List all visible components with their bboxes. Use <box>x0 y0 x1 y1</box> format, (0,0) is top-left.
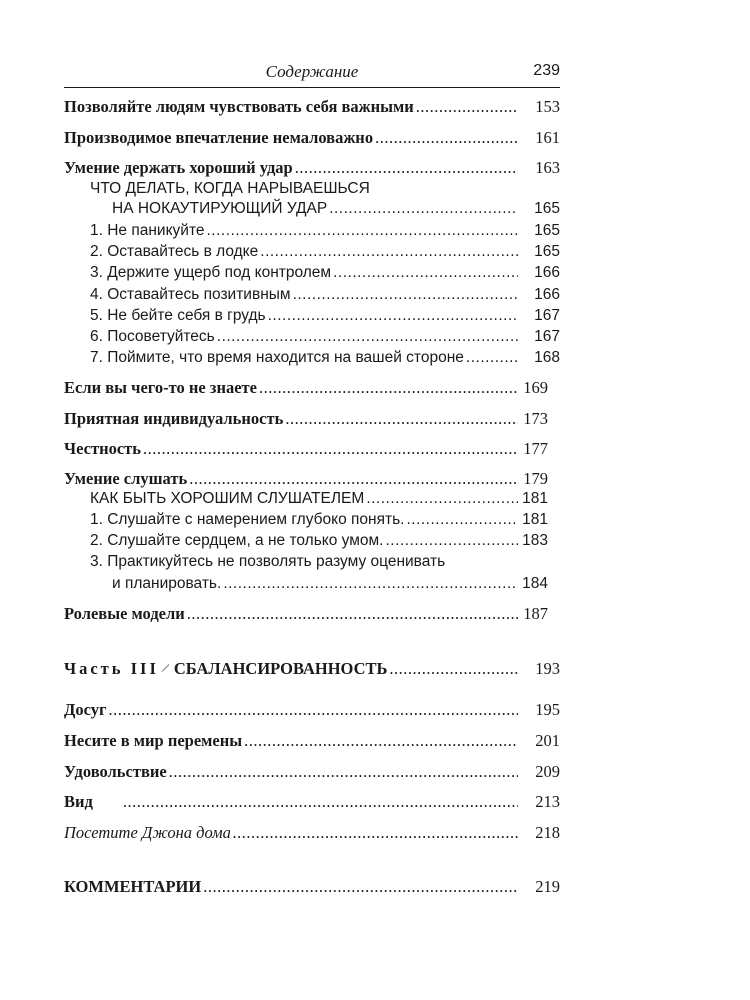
leader-dots <box>258 243 518 261</box>
leader-dots <box>283 409 518 429</box>
leader-dots <box>205 222 519 240</box>
toc-entry-label-line1: 3. Практикуйтесь не позволять разуму оценивать <box>90 553 446 570</box>
toc-entry-page: 168 <box>534 349 560 366</box>
toc-entry-page: 181 <box>522 511 548 528</box>
diamond-ornament-icon <box>162 664 170 672</box>
toc-entry-page: 181 <box>522 490 548 507</box>
leader-dots <box>221 575 518 593</box>
leader-dots <box>331 264 518 282</box>
toc-entry-page: 184 <box>522 575 548 592</box>
toc-entry-label: КАК БЫТЬ ХОРОШИМ СЛУШАТЕЛЕМ <box>90 490 365 507</box>
toc-entry[interactable] <box>64 792 518 816</box>
toc-entry[interactable] <box>64 823 518 847</box>
toc-entry[interactable] <box>90 349 518 373</box>
toc-entry-label: 2. Оставайтесь в лодке <box>90 243 259 260</box>
toc-entry-page: 218 <box>535 823 560 842</box>
leader-dots <box>387 659 518 679</box>
toc-entry-page: 161 <box>535 128 560 147</box>
toc-entry[interactable] <box>64 409 518 433</box>
toc-entry-label: 2. Слушайте сердцем, а не только умом. <box>90 532 384 549</box>
toc-entry-page: 213 <box>535 792 560 811</box>
leader-dots <box>187 469 518 489</box>
toc-entry-page: 165 <box>534 243 560 260</box>
toc-entry-label: Если вы чего-то не знаете <box>64 378 257 397</box>
leader-dots <box>266 307 518 325</box>
leader-dots <box>373 128 518 148</box>
toc-entry-page: 165 <box>534 200 560 217</box>
running-head-page-number: 239 <box>533 62 560 79</box>
toc-entry-page: 201 <box>535 731 560 750</box>
toc-entry-label: 6. Посоветуйтесь <box>90 328 215 345</box>
toc-entry[interactable] <box>64 700 518 724</box>
toc-entry-page: 219 <box>535 877 560 896</box>
toc-entry-label: Ролевые модели <box>64 604 185 623</box>
toc-entry-label: 7. Поймите, что время находится на вашей стороне <box>90 349 464 366</box>
toc-entry[interactable] <box>64 97 518 121</box>
leader-dots <box>291 286 518 304</box>
toc-entry[interactable] <box>64 439 518 463</box>
leader-dots <box>364 490 518 508</box>
toc-entry[interactable] <box>64 378 518 402</box>
toc-entry-label: Производимое впечатление немаловажно <box>64 128 374 147</box>
leader-dots <box>257 378 518 398</box>
leader-dots <box>293 158 518 178</box>
toc-entry-label: НА НОКАУТИРУЮЩИЙ УДАР <box>112 200 328 217</box>
toc-entry-page: 166 <box>534 286 560 303</box>
toc-entry-label: СБАЛАНСИРОВАННОСТЬ <box>173 659 388 678</box>
toc-entry-label: Приятная индивидуальность <box>64 409 284 428</box>
toc-entry-label: 5. Не бейте себя в грудь <box>90 307 266 324</box>
toc-entry-label-line1: ЧТО ДЕЛАТЬ, КОГДА НАРЫВАЕШЬСЯ <box>90 180 370 197</box>
toc-entry-page: 165 <box>534 222 560 239</box>
leader-dots <box>414 97 518 117</box>
leader-dots <box>201 877 518 897</box>
toc-entry-page: 183 <box>522 532 548 549</box>
toc-entry-page: 209 <box>535 762 560 781</box>
leader-dots <box>185 604 518 624</box>
toc-entry[interactable] <box>64 158 518 182</box>
toc-entry[interactable] <box>64 877 518 901</box>
toc-entry-page: 179 <box>523 469 548 488</box>
toc-entry-page: 167 <box>534 307 560 324</box>
leader-dots <box>121 792 518 812</box>
part-number: Часть III <box>64 659 159 678</box>
leader-dots <box>231 823 518 843</box>
toc-entry-label: Позволяйте людям чувствовать себя важными <box>64 97 414 116</box>
toc-entry-page: 153 <box>535 97 560 116</box>
leader-dots <box>141 439 518 459</box>
leader-dots <box>404 511 518 529</box>
toc-entry-label: Честность <box>64 439 141 458</box>
toc-entry-label: 3. Держите ущерб под контролем <box>90 264 332 281</box>
toc-entry-label: 4. Оставайтесь позитивным <box>90 286 291 303</box>
toc-entry-page: 187 <box>523 604 548 623</box>
toc-entry-label: и планировать. <box>112 575 222 592</box>
toc-entry-page: 167 <box>534 328 560 345</box>
toc-entry-label: 1. Не паникуйте <box>90 222 205 239</box>
toc-entry-label: КОММЕНТАРИИ <box>64 877 202 896</box>
toc-entry[interactable] <box>112 575 518 599</box>
toc-entry-label: Удовольствие <box>64 762 167 781</box>
header-rule <box>64 87 560 88</box>
leader-dots <box>327 200 518 218</box>
toc-entry-page: 193 <box>535 659 560 678</box>
leader-dots <box>167 762 518 782</box>
toc-entry[interactable] <box>64 762 518 786</box>
toc-entry-label: Вид <box>64 792 93 811</box>
toc-entry[interactable] <box>64 128 518 152</box>
leader-dots <box>384 532 519 550</box>
leader-dots <box>106 700 518 720</box>
toc-entry-page: 169 <box>523 378 548 397</box>
running-head <box>64 62 560 88</box>
toc-entry[interactable] <box>64 731 518 755</box>
toc-entry-label: Умение слушать <box>64 469 188 488</box>
toc-entry[interactable] <box>90 264 518 288</box>
running-head-title: Содержание <box>265 62 359 81</box>
toc-entry-page: 163 <box>535 158 560 177</box>
toc-entry-page: 166 <box>534 264 560 281</box>
toc-entry-label: Досуг <box>64 700 107 719</box>
toc-entry-label: Умение держать хороший удар <box>64 158 293 177</box>
toc-entry-label: 1. Слушайте с намерением глубоко понять. <box>90 511 405 528</box>
toc-entry[interactable] <box>112 200 518 224</box>
toc-entry-label: Посетите Джона дома <box>64 823 231 842</box>
leader-dots <box>215 328 518 346</box>
toc-entry[interactable] <box>64 604 518 628</box>
toc-entry-page: 177 <box>523 439 548 458</box>
toc-part-entry[interactable] <box>64 659 518 683</box>
toc-entry-page: 173 <box>523 409 548 428</box>
leader-dots <box>464 349 518 367</box>
toc-entry-label: Несите в мир перемены <box>64 731 243 750</box>
toc-entry-page: 195 <box>535 700 560 719</box>
leader-dots <box>242 731 518 751</box>
